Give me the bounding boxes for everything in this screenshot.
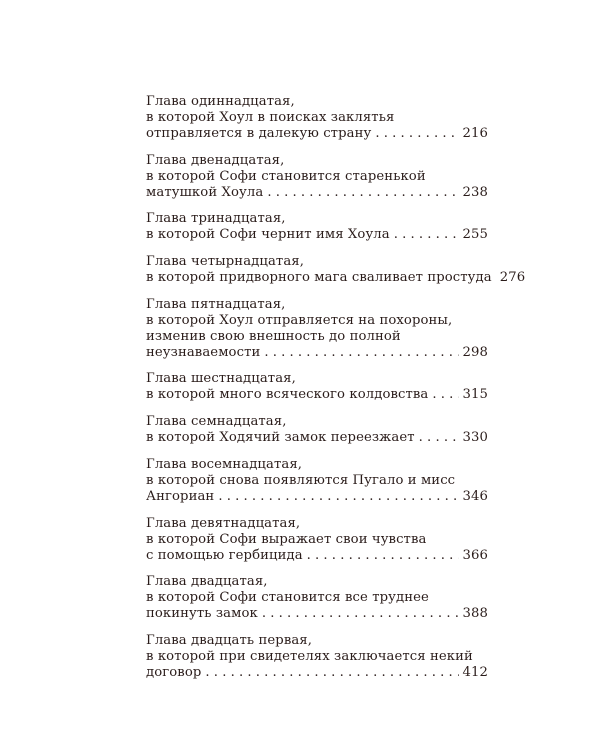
page-number: 276 — [499, 270, 526, 286]
toc-entry — [146, 574, 488, 622]
toc-entry — [146, 153, 488, 201]
toc-entry — [146, 94, 488, 142]
toc-entry — [146, 371, 488, 403]
dot-leader — [375, 126, 458, 142]
page-number: 366 — [462, 547, 488, 563]
chapter-title-line: с помощью гербицида — [146, 547, 303, 563]
toc-entry — [146, 414, 488, 446]
dot-leader — [394, 227, 459, 243]
chapter-title-last-line — [146, 185, 488, 201]
dot-leader — [205, 665, 458, 681]
page-number: 315 — [462, 387, 488, 403]
chapter-title-line: Ангориан — [146, 488, 215, 504]
chapter-title-line: в которой придворного мага сваливает простуда — [146, 270, 492, 286]
chapter-title-last-line — [146, 387, 488, 403]
page-number: 216 — [462, 126, 488, 141]
chapter-title-last-line — [146, 489, 488, 505]
chapter-heading: Глава четырнадцатая, — [146, 254, 304, 270]
chapter-heading: Глава шестнадцатая, — [146, 371, 296, 387]
dot-leader — [432, 387, 458, 403]
toc-entry — [146, 457, 488, 505]
chapter-heading: Глава восемнадцатая, — [146, 456, 303, 472]
chapter-title-last-line — [146, 126, 488, 142]
chapter-heading: Глава девятнадцатая, — [146, 515, 301, 531]
toc-entry — [146, 516, 488, 564]
toc-entry — [146, 254, 526, 286]
dot-leader — [267, 185, 458, 201]
chapter-heading: Глава одиннадцатая, — [146, 94, 295, 109]
chapter-title-last-line — [146, 548, 488, 564]
table-of-contents — [146, 94, 526, 692]
chapter-title-line: неузнаваемости — [146, 344, 261, 360]
dot-leader — [218, 489, 458, 505]
chapter-title-last-line — [146, 345, 488, 361]
page-number: 346 — [462, 488, 488, 504]
chapter-title-line: изменив свою внешность до полной — [146, 328, 401, 344]
chapter-title-line: в которой Софи становится все труднее — [146, 590, 429, 606]
chapter-heading: Глава двадцать первая, — [146, 632, 313, 648]
toc-entry — [146, 633, 488, 681]
page-number: 388 — [462, 606, 488, 622]
chapter-title-line: в которой снова появляются Пугало и мисс — [146, 472, 456, 488]
dot-leader — [264, 345, 458, 361]
chapter-title-last-line — [146, 430, 488, 446]
chapter-title-line: отправляется в далекую страну — [146, 126, 372, 141]
chapter-title-line: в которой Хоул отправляется на похороны, — [146, 312, 453, 328]
page-number: 255 — [462, 227, 488, 243]
chapter-title-line: в которой Хоул в поисках заклятья — [146, 110, 395, 125]
toc-entry — [146, 211, 488, 243]
dot-leader — [307, 548, 459, 564]
page-number: 412 — [462, 664, 488, 680]
chapter-title-line: в которой Софи чернит имя Хоула — [146, 227, 390, 243]
chapter-title-last-line — [146, 227, 488, 243]
chapter-heading: Глава двенадцатая, — [146, 152, 285, 168]
chapter-heading: Глава пятнадцатая, — [146, 296, 286, 312]
dot-leader — [419, 430, 459, 446]
chapter-title-line: договор — [146, 664, 202, 680]
toc-entry — [146, 297, 488, 361]
chapter-title-line: матушкой Хоула — [146, 184, 264, 200]
chapter-title-line: в которой Софи становится старенькой — [146, 168, 426, 184]
chapter-title-last-line — [146, 606, 488, 622]
page-number: 330 — [462, 430, 488, 446]
chapter-title-line: в которой Софи выражает свои чувства — [146, 531, 427, 547]
chapter-heading: Глава тринадцатая, — [146, 211, 286, 227]
chapter-title-line: в которой Ходячий замок переезжает — [146, 430, 415, 446]
chapter-title-line: покинуть замок — [146, 606, 258, 622]
chapter-title-line: в которой при свидетелях заключается некий — [146, 648, 473, 664]
page-number: 238 — [462, 184, 488, 200]
page-number: 298 — [462, 344, 488, 360]
chapter-heading: Глава семнадцатая, — [146, 414, 287, 430]
dot-leader — [262, 606, 459, 622]
chapter-title-line: в которой много всяческого колдовства — [146, 387, 429, 403]
chapter-title-last-line — [146, 270, 526, 286]
chapter-title-last-line — [146, 665, 488, 681]
chapter-heading: Глава двадцатая, — [146, 574, 268, 590]
